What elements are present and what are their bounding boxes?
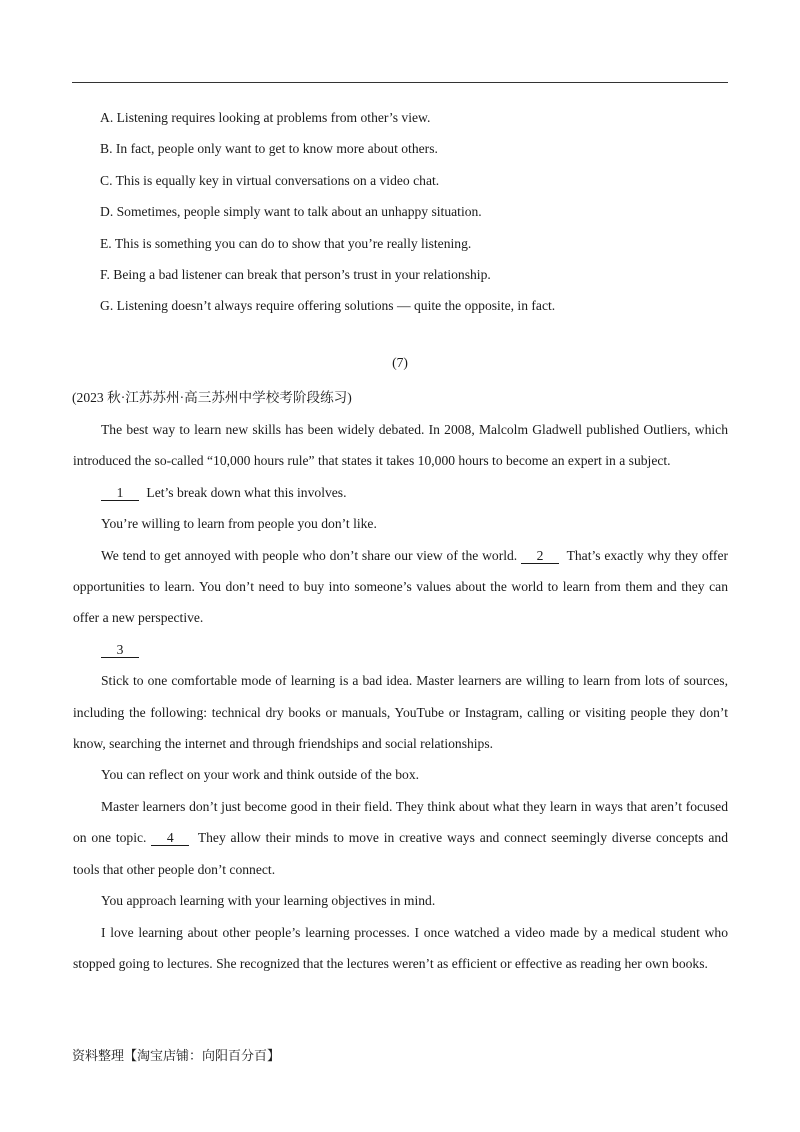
- option-d: D. Sometimes, people simply want to talk about an unhappy situation.: [100, 204, 482, 220]
- blank-2[interactable]: 2: [521, 549, 559, 564]
- reading-passage: [73, 414, 728, 979]
- paragraph-text: They allow their minds to move in creative ways and connect seemingly diverse concepts and tools that other people don’t connect.: [73, 830, 728, 877]
- paragraph-blank-1: [73, 477, 728, 508]
- option-c: C. This is equally key in virtual conversations on a video chat.: [100, 172, 440, 188]
- blank-3[interactable]: 3: [101, 643, 139, 658]
- paragraph-blank-3: [73, 634, 728, 665]
- paragraph-text: Let’s break down what this involves.: [143, 484, 347, 500]
- paragraph-blank-4: [73, 791, 728, 885]
- paragraph-text: We tend to get annoyed with people who don’t share our view of the world.: [101, 547, 522, 563]
- blank-4[interactable]: 4: [151, 831, 189, 846]
- option-g: G. Listening doesn’t always require offering solutions — quite the opposite, in fact.: [100, 298, 556, 314]
- answer-options-list: [100, 102, 720, 322]
- option-f: F. Being a bad listener can break that person’s trust in your relationship.: [100, 266, 491, 282]
- blank-1[interactable]: 1: [101, 486, 139, 501]
- option-a: A. Listening requires looking at problems from other’s view.: [100, 110, 431, 125]
- paragraph-blank-2: [73, 540, 728, 634]
- paragraph-medical-student: I love learning about other people’s learning processes. I once watched a video made by a medical student who stopped going to lectures. She recognized that the lectures weren’t as efficient or effective as reading her own books.: [73, 924, 728, 971]
- heading-learn-from-people: You’re willing to learn from people you don’t like.: [101, 516, 377, 532]
- source-line: (2023 秋·江苏苏州·高三苏州中学校考阶段练习): [72, 390, 352, 405]
- option-e: E. This is something you can do to show that you’re really listening.: [100, 235, 472, 251]
- footer-note: 资料整理【淘宝店铺：向阳百分百】: [72, 1049, 281, 1064]
- paragraph-learning-modes: Stick to one comfortable mode of learning is a bad idea. Master learners are willing to learn from lots of sources, including the following: technical dry books or manuals, YouTube or Instagram, calling or visiting people they don’t know, searching the internet and through friendships and social relationships.: [73, 673, 728, 752]
- section-number: (7): [392, 355, 408, 370]
- heading-objectives: You approach learning with your learning objectives in mind.: [101, 893, 436, 909]
- paragraph-text: Master learners don’t just become good in their field. They think about what they learn in ways that aren’t focused on one topic.: [73, 798, 728, 846]
- paragraph-text: That’s exactly why they offer opportunities to learn. You don’t need to buy into someone’s values about the world to learn from them and they can offer a new perspective.: [73, 547, 728, 626]
- header-rule: [72, 82, 728, 83]
- paragraph-intro: The best way to learn new skills has been widely debated. In 2008, Malcolm Gladwell published Outliers, which introduced the so-called “10,000 hours rule” that states it takes 10,000 hours to become an expert in a subject.: [73, 422, 728, 469]
- option-b: B. In fact, people only want to get to know more about others.: [100, 141, 438, 157]
- heading-reflect: You can reflect on your work and think outside of the box.: [101, 767, 420, 783]
